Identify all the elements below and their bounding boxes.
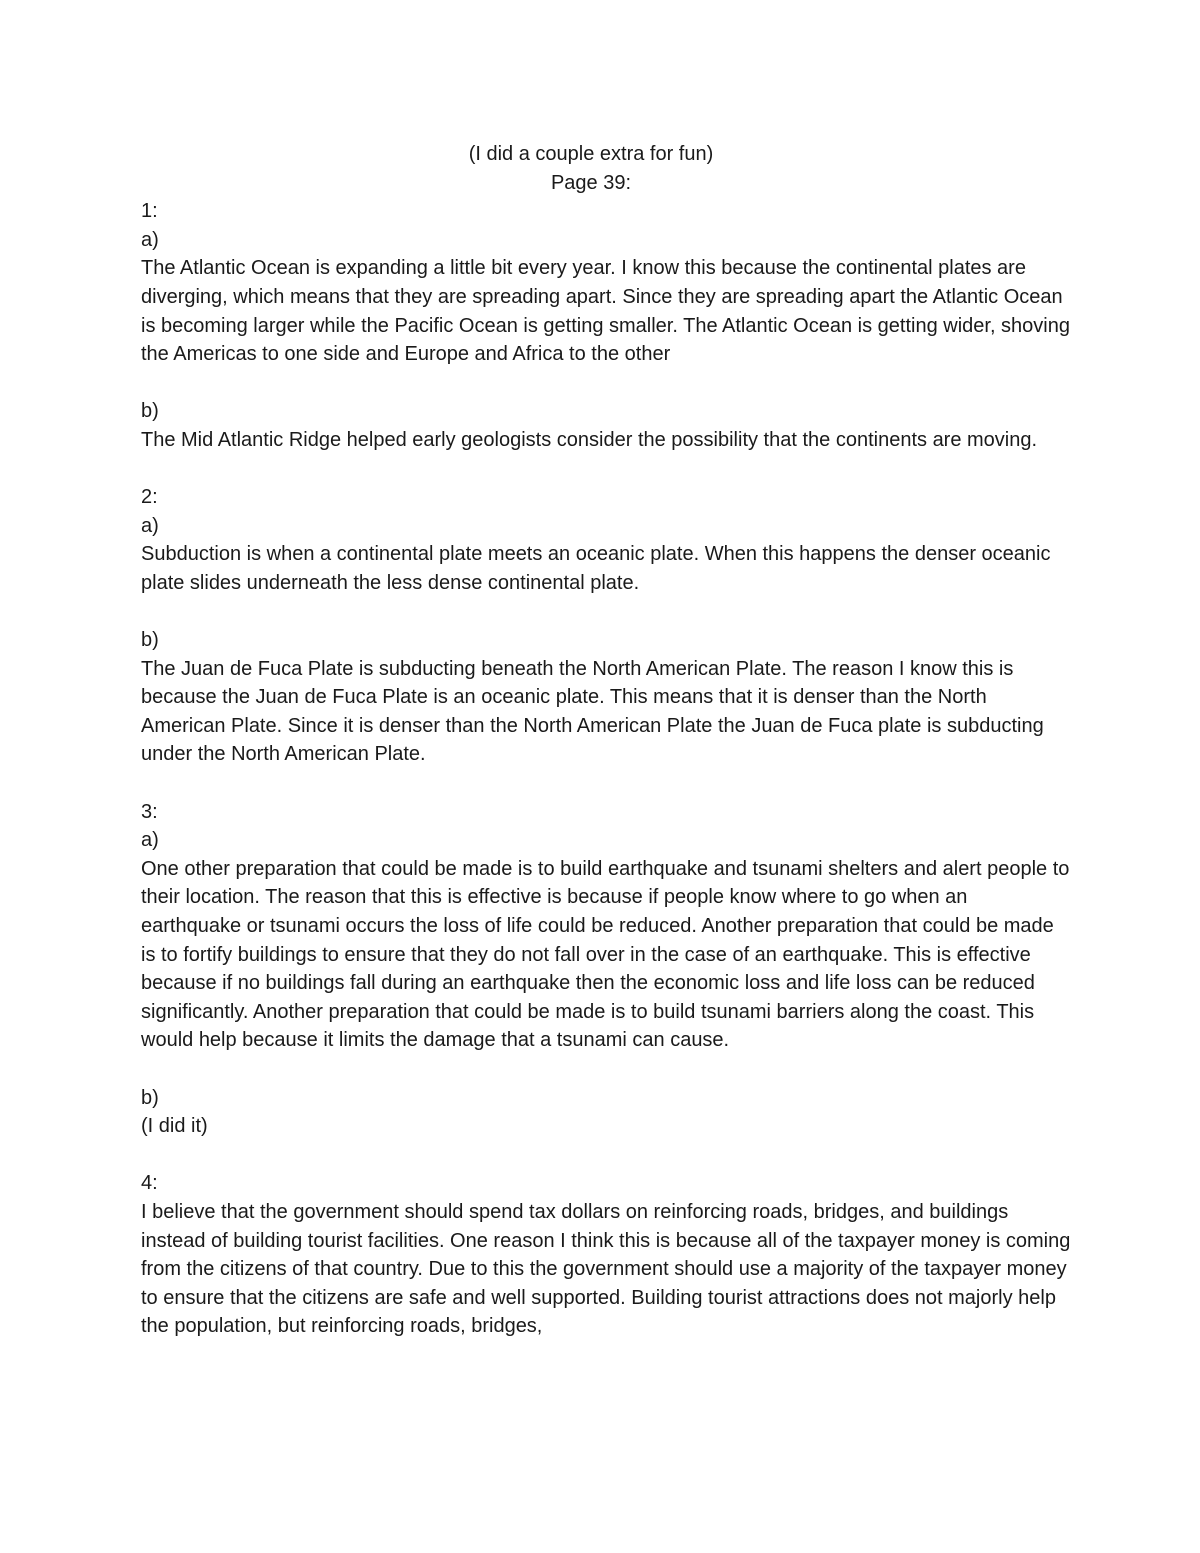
question-1b-label: b) — [141, 400, 159, 423]
question-1a-answer: The Atlantic Ocean is expanding a little bit every year. I know this because the continental plates are diverging, which means that they are spreading apart. Since they are spreading apart the Atlantic Ocean is becoming larger while the Pacific Ocean is getting smaller. The Atlantic Ocean is getting wider, shoving the Americas to one side and Europe and Africa to the other — [141, 257, 1070, 366]
question-2-number: 2: — [141, 486, 158, 509]
question-2a-label: a) — [141, 514, 159, 537]
question-4-number: 4: — [141, 1172, 158, 1195]
spacer — [141, 455, 1071, 484]
spacer — [141, 598, 1071, 627]
spacer — [141, 369, 1071, 398]
spacer — [141, 1055, 1071, 1084]
question-3-number: 3: — [141, 800, 158, 823]
question-2a-answer: Subduction is when a continental plate meets an oceanic plate. When this happens the denser oceanic plate slides underneath the less dense continental plate. — [141, 543, 1051, 594]
question-1a-label: a) — [141, 228, 159, 251]
question-1b-answer: The Mid Atlantic Ridge helped early geologists consider the possibility that the continents are moving. — [141, 428, 1038, 451]
header-note: (I did a couple extra for fun) — [468, 143, 714, 165]
spacer — [141, 1141, 1071, 1170]
question-3b-label: b) — [141, 1086, 159, 1109]
question-2b-answer: The Juan de Fuca Plate is subducting beneath the North American Plate. The reason I know this is because the Juan de Fuca Plate is an oceanic plate. This means that it is denser than the North American Plate. Since it is denser than the North American Plate the Juan de Fuca plate is subducting under the North American Plate. — [141, 657, 1044, 766]
page-number-heading: Page 39: — [550, 171, 632, 194]
question-3a-answer: One other preparation that could be made is to build earthquake and tsunami shelters and alert people to their location. The reason that this is effective is because if people know where to go when an earthquake or tsunami occurs the loss of life could be reduced. Another preparation that could be made is to fortify buildings to ensure that they do not fall over in the case of an earthquake. This is effective because if no buildings fall during an earthquake then the economic loss and life loss can be reduced significantly. Another preparation that could be made is to build tsunami barriers along the coast. This would help because it limits the damage that a tsunami can cause. — [141, 857, 1070, 1052]
question-2b-label: b) — [141, 629, 159, 652]
question-1-number: 1: — [141, 200, 158, 223]
question-4-answer: I believe that the government should spend tax dollars on reinforcing roads, bridges, and buildings instead of building tourist facilities. One reason I think this is because all of the taxpayer money is coming from the citizens of that country. Due to this the government should use a majority of the taxpayer money to ensure that the citizens are safe and well supported. Building tourist attractions does not majorly help the population, but reinforcing roads, bridges, — [141, 1200, 1071, 1338]
spacer — [141, 769, 1071, 798]
document-body — [141, 140, 1071, 1341]
question-3a-label: a) — [141, 829, 159, 852]
question-3b-answer: (I did it) — [141, 1115, 208, 1138]
